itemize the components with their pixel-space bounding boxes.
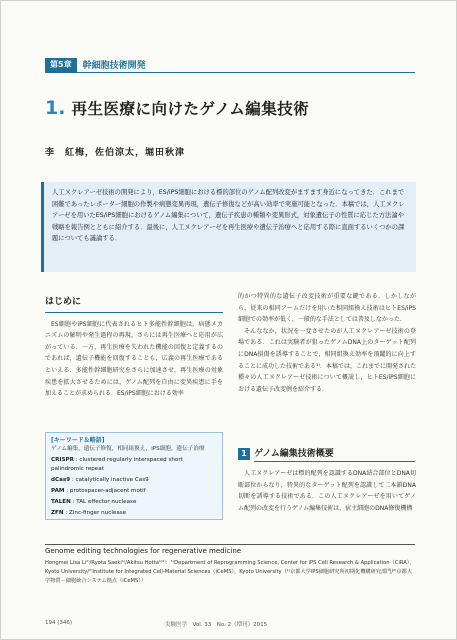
keywords-japanese: ゲノム編集，遺伝子修復，相同組換え，iPS細胞，遺伝子治療 <box>51 446 205 452</box>
section-number: 1 <box>238 448 250 460</box>
abbreviation-item <box>51 456 217 474</box>
right-paragraph-1: 的かつ特異的な遺伝子改変技術が重要な鍵である．しかしながら，従来の相同アームだけを用いた相同組換え技術はヒトES/iPS細胞での効率が低く，一般的な手法としては普及しなかった． <box>238 293 416 324</box>
footnote-title: Genome editing technologies for regenerative medicine <box>45 547 242 555</box>
abbreviation-def: : Zinc-finger nuclease <box>65 510 127 516</box>
title-text: 再生医療に向けたゲノム編集技術 <box>71 100 310 118</box>
abbreviation-term: ZFN <box>51 510 64 516</box>
abbreviation-def: : protospacer-adjacent motif <box>66 488 146 494</box>
abbreviation-def: : clustered regularly interspaced short palindromic repeat <box>51 457 183 472</box>
intro-heading: はじめに <box>45 297 223 313</box>
abbreviation-term: PAM <box>51 488 65 494</box>
section-heading <box>238 446 415 462</box>
page-number: 194 (346) <box>45 620 73 626</box>
article-title <box>45 97 309 119</box>
abbreviation-item <box>51 487 217 496</box>
keywords-box <box>45 432 223 520</box>
title-number: 1. <box>45 97 66 119</box>
section-body <box>238 468 416 514</box>
right-paragraph-2: そんななか，状況を一変させたのが人工ヌクレアーゼ技術の登場である．これは実験者が狙ったゲノムDNA上のターゲット配列にDNA損傷を誘導することで，相同組換え効率を飛躍的に向上することに成功した技術である¹⁾．本稿では，これまでに開発された種々の人工ヌクレアーゼ技術について概説し，ヒトES/iPS細胞における遺伝子改変例を紹介する． <box>238 327 416 393</box>
abbreviation-def: : catalytically inactive Cas9 <box>71 477 149 483</box>
chapter-rule <box>45 72 415 73</box>
chapter-header <box>45 58 146 71</box>
abbreviation-item <box>51 509 217 518</box>
left-column <box>45 297 223 400</box>
abstract-box: 人工ヌクレアーゼ技術の開発により，ES/iPS細胞における標的部位のゲノム配列改変がますます身近になってきた．これまで困難であったレポーター細胞の作製や病態変異再現，遺伝子修復などが高い効率で実施可能となった．本稿では，人工ヌクレアーゼを用いたES/iPS細胞におけるゲノム編集について，遺伝子疾患の種類や変異形式，対象遺伝子の性質に応じた方法論や戦略を報告例とともに紹介する．最後に，人工ヌクレアーゼを再生医療や遺伝子治療へと応用する際に直面するいくつかの課題についても議論する． <box>41 182 416 272</box>
abbreviation-term: TALEN <box>51 499 71 505</box>
section-title: ゲノム編集技術概要 <box>254 446 415 462</box>
abbreviation-item <box>51 498 217 507</box>
right-column <box>238 291 416 395</box>
journal-info: 実験医学 Vol. 33 No. 2（増刊）2015 <box>165 622 268 628</box>
section-paragraph: 人工ヌクレアーゼは標的配列を認識するDNA結合部位とDNA切断部位からなり，特異的なターゲット配列を認識して二本鎖DNA切断を誘導する技術である．この人工ヌクレアーゼを用いてゲノム配列の改変を行うゲノム編集技術は，宿主細胞のDNA修復機構 <box>238 470 416 512</box>
chapter-tag: 第5章 <box>45 58 77 72</box>
abbreviation-item <box>51 476 217 485</box>
intro-paragraph: ES細胞やiPS細胞に代表されるヒト多能性幹細胞は，病態メカニズムの解明や発生過程の再現，さらには再生医療へと応用が広がっている．一方，再生医療を失われた機能の回復と定義するのであれば，遺伝子機能を回復することも，広義の再生医療であるといえる．多能性幹細胞研究をさらに加速させ，再生医療の対象疾患を拡大させるためには，ゲノム配列を自由に変異疾患に手を加えることが求められる．ES/iPS細胞における効率 <box>45 320 223 398</box>
authors: 李 紅梅，佐伯涼太，堀田秋津 <box>45 148 186 158</box>
abbreviation-term: CRISPR <box>51 457 74 463</box>
keywords-heading: [キーワード＆略語] <box>51 437 105 444</box>
footnote-rule <box>45 544 415 545</box>
chapter-name: 幹細胞技術開発 <box>82 61 146 71</box>
footnote-affiliations: Hongmei Lisa Li¹⁾/Ryota Saeki¹⁾/Akitsu Hotta¹⁾²⁾：¹⁾Department of Reprogramming Science, Center for iPS Cell Research & Application（CiRA），Kyoto University/²⁾Institute for Integrated Cell-Material Sciences（iCeMS），Kyoto University（¹⁾京都大学iPS細胞研究所初期化機構研究部門/²⁾京都大学物質－細胞統合システム拠点（iCeMS）） <box>45 560 415 584</box>
abbreviation-def: : TAL effector nuclease <box>72 499 137 505</box>
abbreviation-term: dCas9 <box>51 477 71 483</box>
